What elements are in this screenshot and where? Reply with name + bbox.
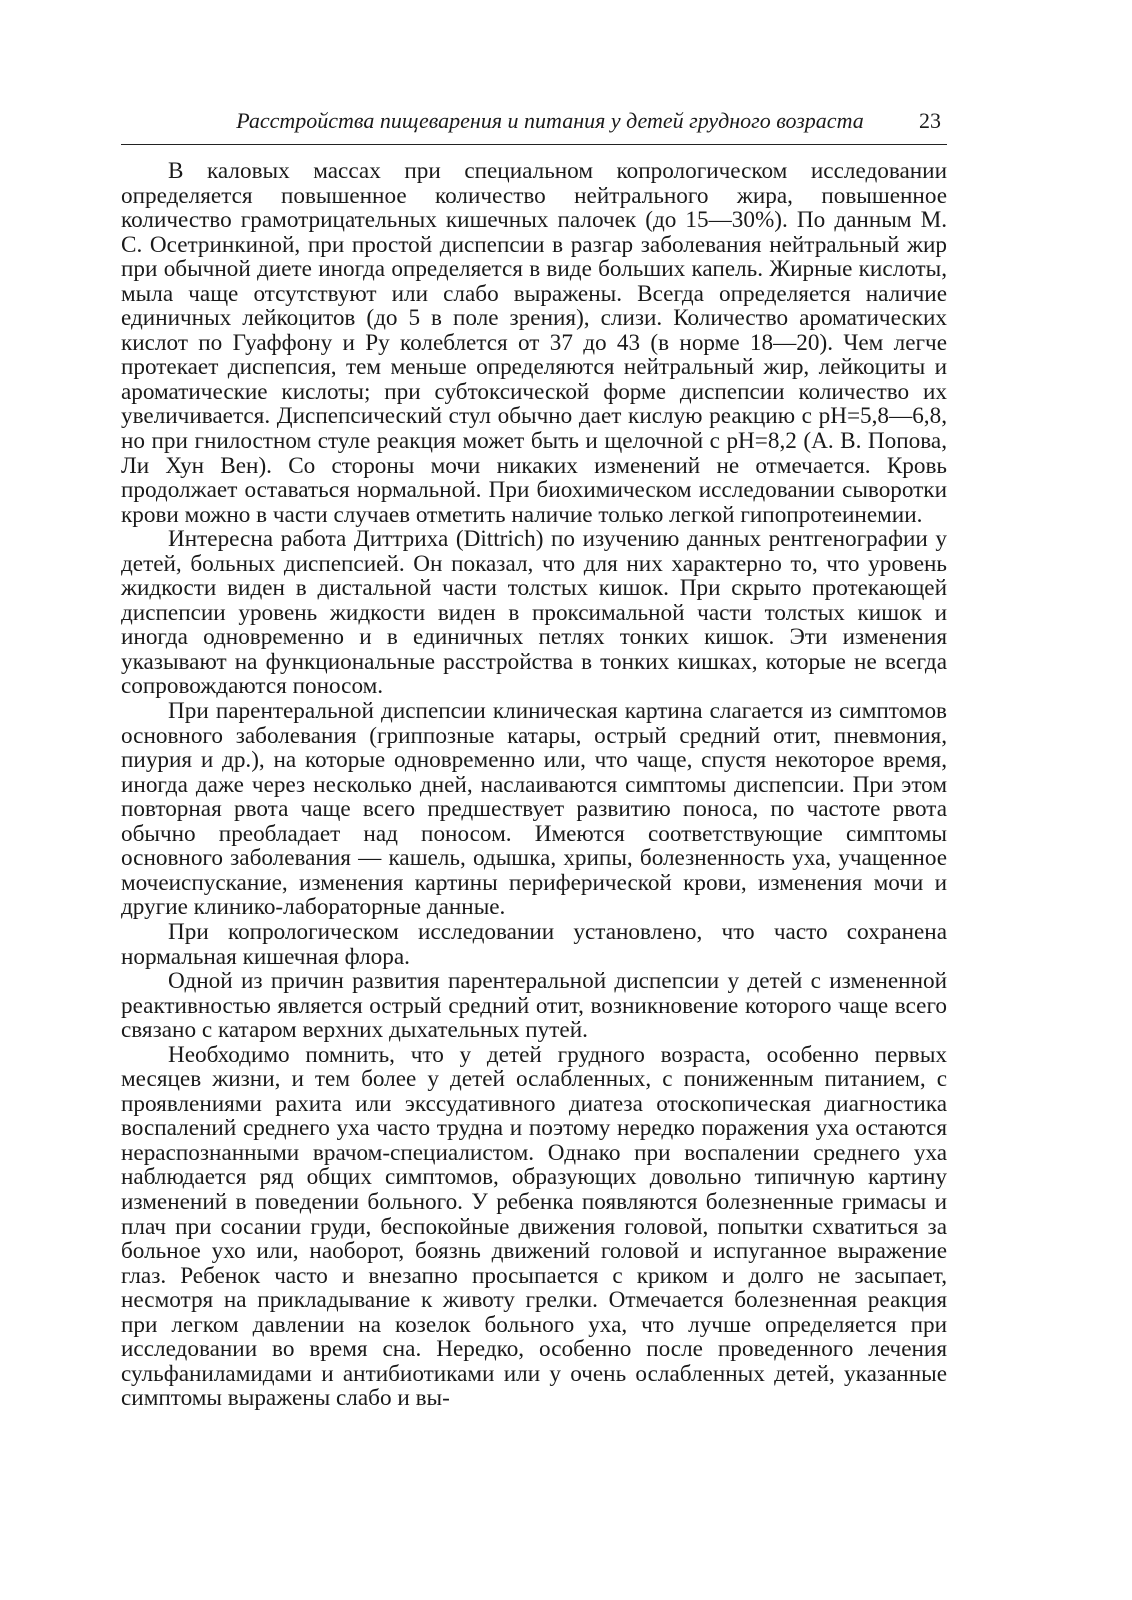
paragraph-otitis-cause: Одной из причин развития парентеральной диспепсии у детей с измененной реактивностью является острый средний отит, возникновение которого чаще всего связано с катаром верхних дыхательных путей. <box>121 968 947 1044</box>
running-header <box>121 108 947 145</box>
paragraph-dittrich-radiography: Интересна работа Диттриха (Dittrich) по изучению данных рентгенографии у детей, больных диспепсией. Он показал, что для них характерно то, что уровень жидкости виден в дистальной части толстых кишок. При скрыто протекающей диспепсии уровень жидкости виден в проксимальной части толстых кишок и иногда одновременно и в единичных петлях тонких кишок. Эти изменения указывают на функциональные расстройства в тонких кишках, которые не всегда сопровождаются поносом. <box>121 526 947 700</box>
paragraph-otitis-diagnosis: Необходимо помнить, что у детей грудного возраста, особенно первых месяцев жизни, и тем более у детей ослабленных, с пониженным питанием, с проявлениями рахита или экссудативного диатеза отоскопическая диагностика воспалений среднего уха часто трудна и поэтому нередко поражения уха остаются нераспознанными врачом-специалистом. Однако при воспалении среднего уха наблюдается ряд общих симптомов, образующих довольно типичную картину изменений в поведении больного. У ребенка появляются болезненные гримасы и плач при сосании груди, беспокойные движения головой, попытки схватиться за больное ухо или, наоборот, боязнь движений головой и испуганное выражение глаз. Ребенок часто и внезапно просыпается с криком и долго не засыпает, несмотря на прикладывание к животу грелки. Отмечается болезненная реакция при легком давлении на козелок больного уха, что лучше определяется при исследовании во время сна. Нередко, особенно после проведенного лечения сульфаниламидами и антибиотиками или у очень ослабленных детей, указанные симптомы выражены слабо и вы- <box>121 1041 947 1412</box>
paragraph-coprological-flora: При копрологическом исследовании установлено, что часто сохранена нормальная кишечная флора. <box>121 918 947 970</box>
paragraph-stool-analysis: В каловых массах при специальном копрологическом исследовании определяется повышенное количество нейтрального жира, повышенное количество грамотрицательных кишечных палочек (до 15—30%). По данным М. С. Осетринкиной, при простой диспепсии в разгар заболевания нейтральный жир при обычной диете иногда определяется в виде больших капель. Жирные кислоты, мыла чаще отсутствуют или слабо выражены. Всегда определяется наличие единичных лейкоцитов (до 5 в поле зрения), слизи. Количество ароматических кислот по Гуаффону и Ру колеблется от 37 до 43 (в норме 18—20). Чем легче протекает диспепсия, тем меньше определяются нейтральный жир, лейкоциты и ароматические кислоты; при субтоксической форме диспепсии количество их увеличивается. Диспепсический стул обычно дает кислую реакцию с рН=5,8—6,8, но при гнилостном стуле реакция может быть и щелочной с рН=8,2 (А. В. Попова, Ли Хун Вен). Со стороны мочи никаких изменений не отмечается. Кровь продолжает оставаться нормальной. При биохимическом исследовании сыворотки крови можно в части случаев отметить наличие только легкой гипопротеинемии. <box>121 158 947 528</box>
book-page <box>121 108 947 1411</box>
running-title: Расстройства пищеварения и питания у детей грудного возраста <box>236 108 864 133</box>
page-number: 23 <box>919 108 941 133</box>
body-text <box>121 159 947 1411</box>
paragraph-parenteral-dyspepsia: При парентеральной диспепсии клиническая картина слагается из симптомов основного заболевания (гриппозные катары, острый средний отит, пневмония, пиурия и др.), на которые одновременно или, что чаще, спустя некоторое время, иногда даже через несколько дней, наслаиваются симптомы диспепсии. При этом повторная рвота чаще всего предшествует развитию поноса, по частоте рвота обычно преобладает над поносом. Имеются соответствующие симптомы основного заболевания — кашель, одышка, хрипы, болезненность уха, учащенное мочеиспускание, изменения картины периферической крови, изменения мочи и другие клинико-лабораторные данные. <box>121 698 947 921</box>
